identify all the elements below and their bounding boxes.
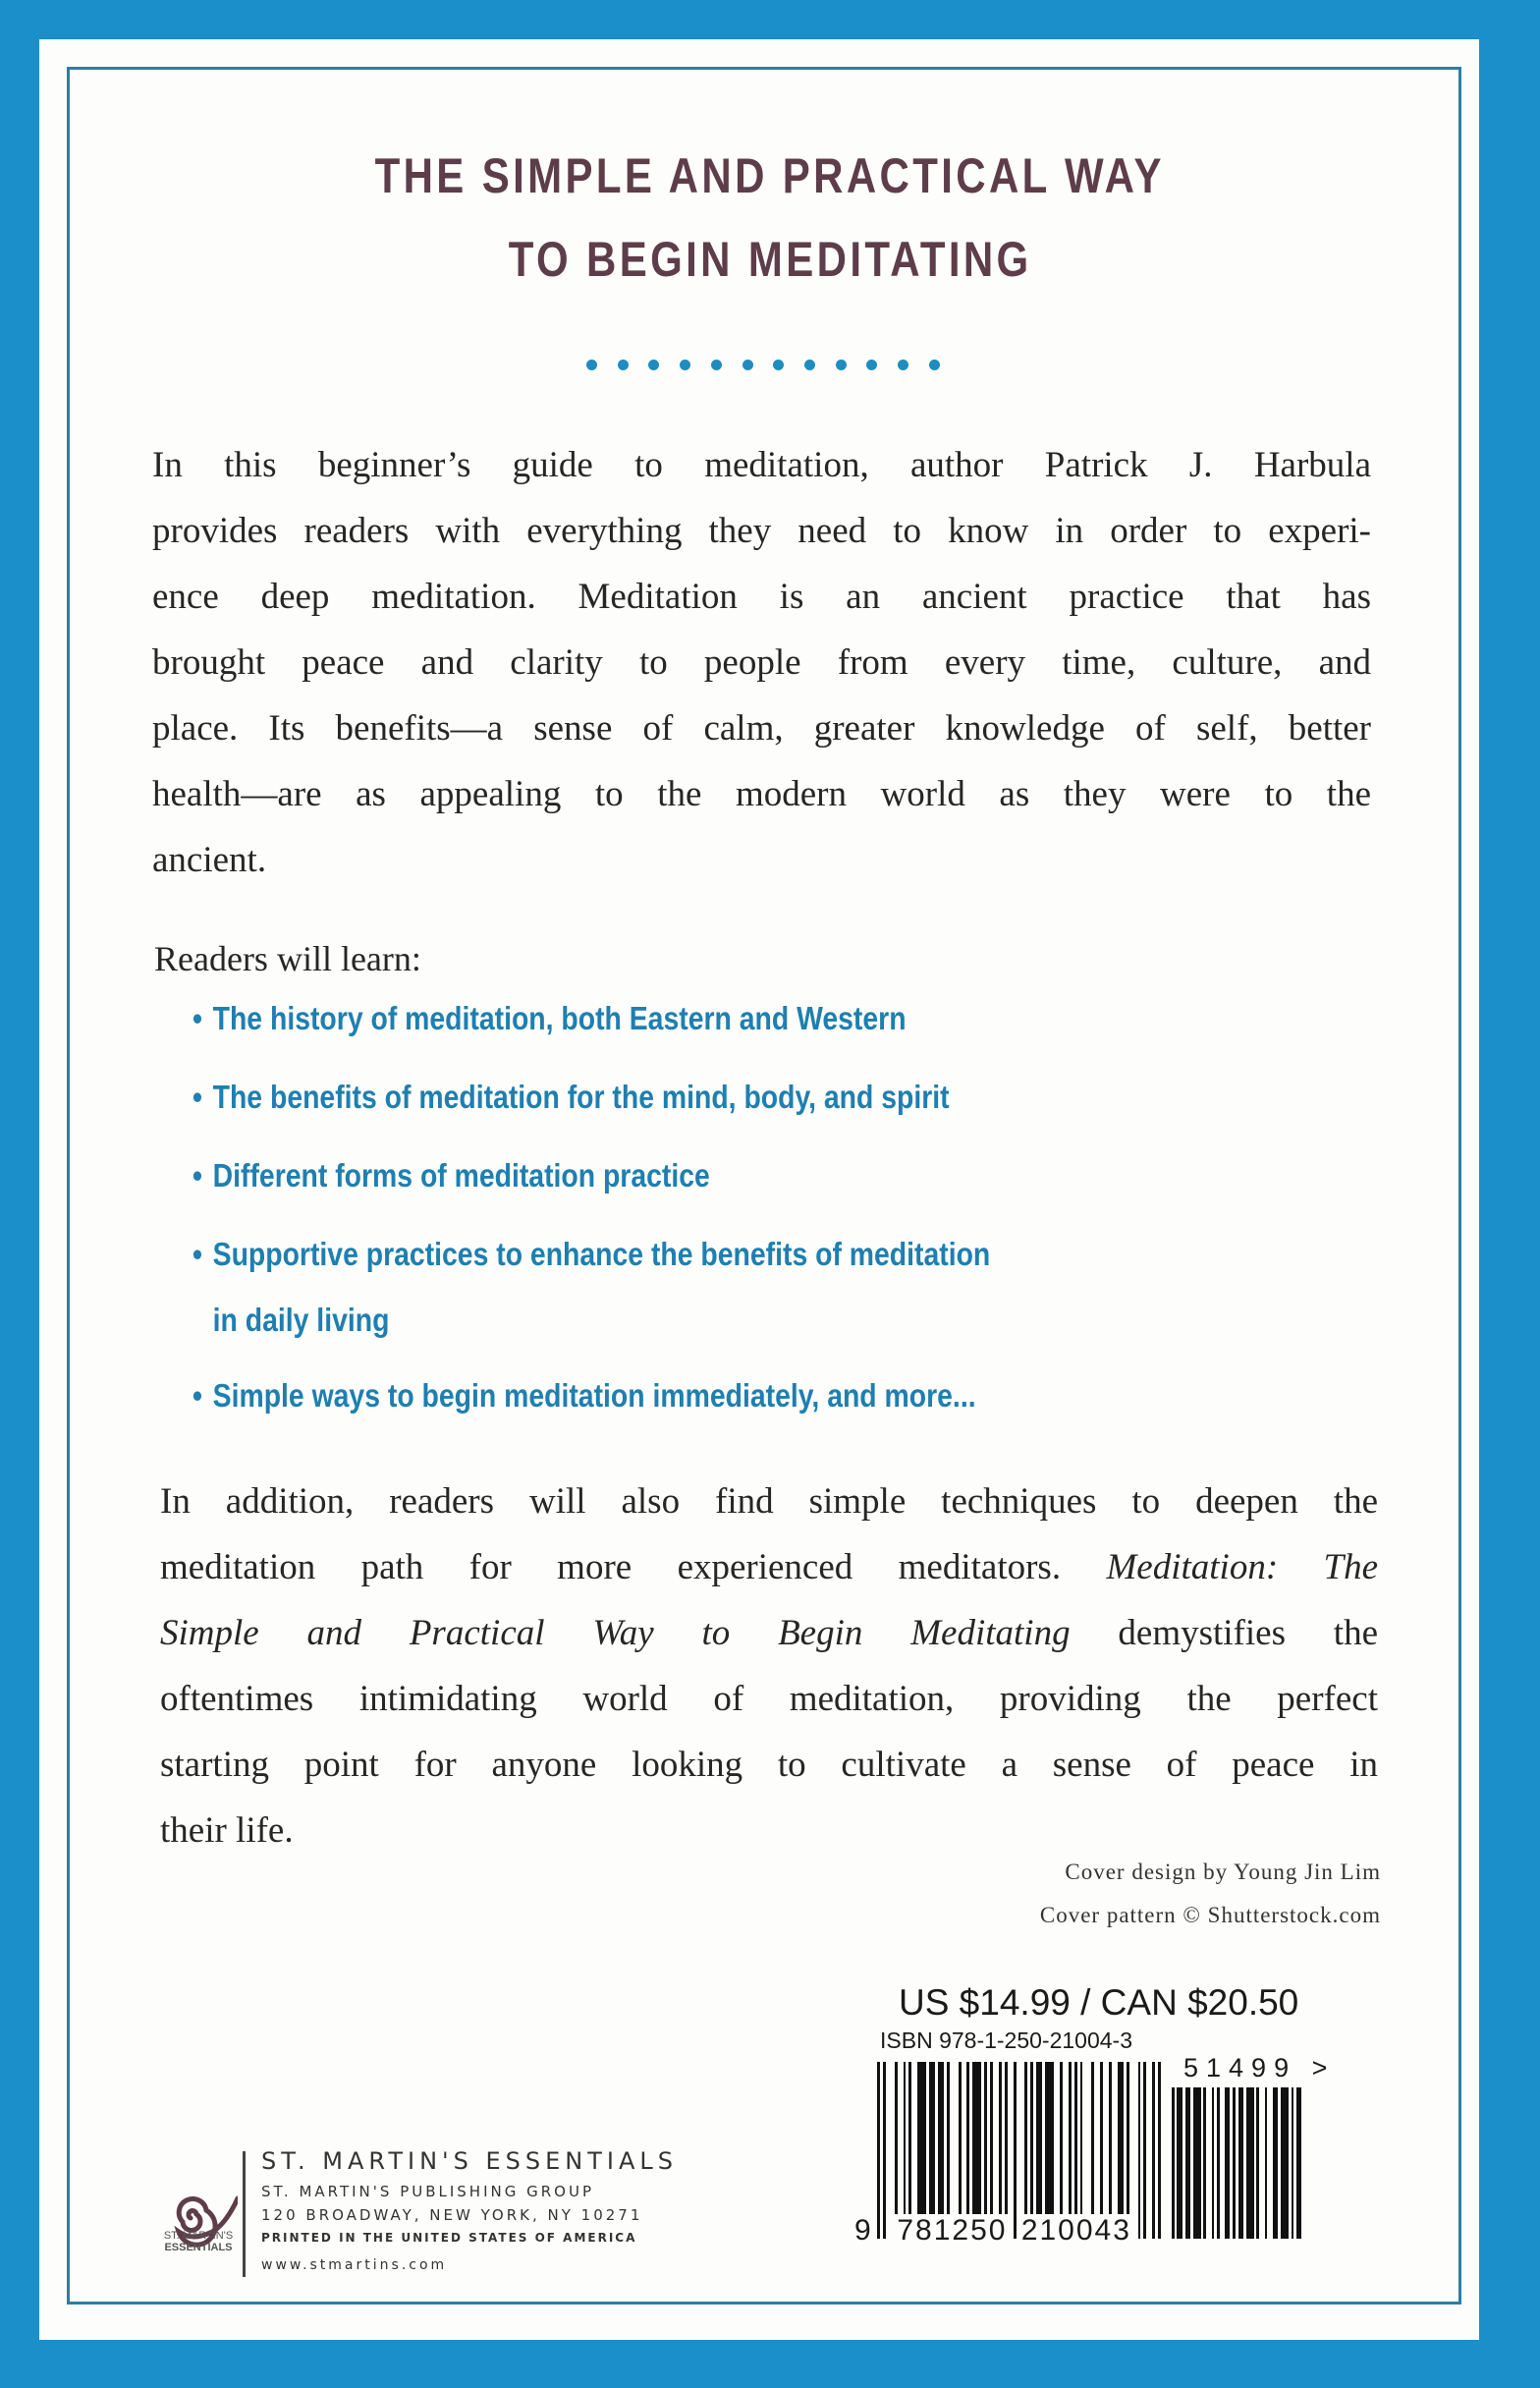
barcode-bar bbox=[1060, 2062, 1063, 2239]
text-line: starting point for anyone looking to cultivate a sense of peace in bbox=[160, 1745, 1378, 1785]
barcode-bar bbox=[1238, 2087, 1243, 2239]
barcode-bar bbox=[929, 2062, 935, 2239]
barcode-bar bbox=[1014, 2062, 1017, 2239]
divider-dot bbox=[898, 360, 908, 370]
cover-pattern-credit: Cover pattern © Shutterstock.com bbox=[1039, 1903, 1381, 1927]
barcode-bar bbox=[938, 2062, 944, 2239]
barcode-bar bbox=[1127, 2062, 1129, 2239]
publisher-address: 120 BROADWAY, NEW YORK, NY 10271 bbox=[261, 2206, 643, 2224]
divider-dot bbox=[836, 360, 847, 370]
barcode-bar bbox=[1024, 2062, 1027, 2239]
barcode-bar bbox=[1193, 2087, 1201, 2239]
barcode-bar bbox=[959, 2062, 962, 2239]
isbn: ISBN 978-1-250-21004-3 bbox=[880, 2027, 1132, 2053]
barcode-bar bbox=[1045, 2062, 1054, 2239]
headline-line-1 bbox=[0, 147, 1540, 204]
barcode-bar bbox=[1118, 2062, 1124, 2239]
barcode-bar bbox=[877, 2062, 880, 2239]
cover-design-credit: Cover design by Young Jin Lim bbox=[1065, 1860, 1381, 1884]
barcode-bar bbox=[990, 2062, 993, 2239]
divider-dot bbox=[648, 360, 659, 370]
text-span: meditation path for more experienced meditators. bbox=[160, 1547, 1107, 1587]
addon-digits bbox=[1183, 2053, 1335, 2083]
bullet-item: • Different forms of meditation practice bbox=[192, 1157, 710, 1194]
printed-in: PRINTED IN THE UNITED STATES OF AMERICA bbox=[261, 2231, 637, 2245]
intro-paragraph bbox=[152, 432, 1371, 893]
barcode-bar bbox=[1074, 2062, 1077, 2239]
barcode-bar bbox=[1030, 2062, 1033, 2239]
text-line: place. Its benefits—a sense of calm, greater knowledge of self, better bbox=[152, 708, 1371, 749]
logo-wordmark bbox=[151, 2230, 246, 2253]
headline-text: TO BEGIN MEDITATING bbox=[508, 232, 1032, 287]
text-line: brought peace and clarity to people from every time, culture, and bbox=[152, 642, 1371, 683]
book-title-italic: Meditation: The bbox=[1106, 1547, 1379, 1587]
barcode-bar bbox=[1172, 2087, 1175, 2239]
dot-divider bbox=[586, 360, 940, 373]
barcode-bar bbox=[1152, 2062, 1155, 2239]
bullet-text: The benefits of meditation for the mind, body, and spirit bbox=[212, 1079, 950, 1115]
barcode-bar bbox=[1256, 2087, 1259, 2239]
bullet-text: Supportive practices to enhance the benefits of meditation bbox=[212, 1236, 991, 1272]
barcode-bar bbox=[1217, 2087, 1220, 2239]
headline-line-2 bbox=[0, 231, 1540, 288]
barcode-bar bbox=[1292, 2087, 1294, 2239]
text-line: health—are as appealing to the modern world as they were to the bbox=[152, 774, 1371, 814]
bullet-text: Simple ways to begin meditation immediately, and more... bbox=[212, 1377, 976, 1414]
barcode-bar bbox=[947, 2062, 950, 2239]
logo-text-line: ESSENTIALS bbox=[164, 2242, 233, 2253]
imprint-name: ST. MARTIN'S ESSENTIALS bbox=[261, 2147, 679, 2175]
barcode-bar bbox=[1246, 2087, 1254, 2239]
text-line: provides readers with everything they need to know in order to experi- bbox=[152, 511, 1371, 551]
barcode-bar bbox=[1265, 2087, 1268, 2239]
book-title-italic: Simple and Practical Way to Begin Meditating bbox=[160, 1613, 1071, 1653]
bullet-text: in daily living bbox=[212, 1302, 390, 1338]
barcode-bar bbox=[1138, 2062, 1141, 2239]
barcode-bar bbox=[895, 2062, 898, 2239]
divider bbox=[243, 2151, 246, 2277]
barcode-bar bbox=[883, 2062, 886, 2239]
divider-dot bbox=[929, 360, 940, 370]
headline-text: THE SIMPLE AND PRACTICAL WAY bbox=[374, 148, 1166, 203]
logo-text-line: ST. MARTIN'S bbox=[163, 2230, 234, 2242]
barcode-bar bbox=[1225, 2087, 1230, 2239]
bullet-item-continuation bbox=[192, 1302, 389, 1339]
barcode-bar bbox=[972, 2062, 981, 2239]
price: US $14.99 / CAN $20.50 bbox=[899, 1982, 1299, 2023]
barcode-bar bbox=[1091, 2062, 1094, 2239]
barcode-bar bbox=[1281, 2087, 1289, 2239]
barcode-bar bbox=[1212, 2087, 1215, 2239]
barcode-bar bbox=[1203, 2087, 1206, 2239]
divider-dot bbox=[711, 360, 722, 370]
bullet-text: The history of meditation, both Eastern and Western bbox=[212, 1000, 907, 1036]
spiral-logo-icon bbox=[155, 2159, 238, 2277]
barcode-bar bbox=[999, 2062, 1002, 2239]
barcode-bar bbox=[1036, 2062, 1042, 2239]
barcode-bar bbox=[966, 2062, 969, 2239]
closing-paragraph bbox=[160, 1469, 1378, 1863]
text-span: demystifies the bbox=[1070, 1613, 1378, 1653]
barcode-bar bbox=[908, 2062, 911, 2239]
barcode-bar bbox=[984, 2062, 987, 2239]
text-line: their life. bbox=[160, 1810, 294, 1851]
bullet-item: • The history of meditation, both Eastern and Western bbox=[192, 1000, 907, 1036]
barcode-bar bbox=[1185, 2087, 1190, 2239]
barcode-bar bbox=[904, 2062, 907, 2239]
barcode-bar bbox=[1158, 2062, 1161, 2239]
barcode-bar bbox=[1177, 2087, 1182, 2239]
divider-dot bbox=[680, 360, 690, 370]
publisher-website[interactable]: www.stmartins.com bbox=[261, 2257, 448, 2273]
barcode-bar bbox=[1100, 2062, 1103, 2239]
bullet-item: • Supportive practices to enhance the benefits of meditation bbox=[192, 1236, 991, 1272]
divider-dot bbox=[586, 360, 597, 370]
barcode-bar bbox=[1080, 2062, 1083, 2239]
text-line: ence deep meditation. Meditation is an ancient practice that has bbox=[152, 577, 1371, 617]
barcode-bar bbox=[1109, 2062, 1112, 2239]
text-line: In addition, readers will also find simple techniques to deepen the bbox=[160, 1481, 1378, 1522]
text-line: In this beginner’s guide to meditation, author Patrick J. Harbula bbox=[152, 445, 1371, 485]
divider-dot bbox=[742, 360, 753, 370]
addon-number: 51499 bbox=[1183, 2053, 1297, 2083]
addon-arrow: > bbox=[1311, 2053, 1336, 2083]
divider-dot bbox=[618, 360, 629, 370]
divider-dot bbox=[866, 360, 877, 370]
bullet-item: • The benefits of meditation for the mind, body, and spirit bbox=[192, 1079, 950, 1115]
barcode bbox=[877, 2062, 1152, 2239]
barcode-bar bbox=[1005, 2062, 1008, 2239]
text-line bbox=[160, 1534, 1378, 1600]
text-line bbox=[160, 1600, 1378, 1666]
barcode-bar bbox=[1233, 2087, 1236, 2239]
barcode-bar bbox=[1296, 2087, 1301, 2239]
barcode-bar bbox=[1273, 2087, 1278, 2239]
divider-dot bbox=[804, 360, 815, 370]
barcode-digit: 781250 bbox=[897, 2214, 1008, 2247]
divider-dot bbox=[773, 360, 784, 370]
barcode-bar bbox=[1069, 2062, 1072, 2239]
barcode-digits bbox=[852, 2214, 1133, 2248]
barcode-addon bbox=[1172, 2087, 1307, 2239]
readers-heading: Readers will learn: bbox=[154, 939, 421, 978]
barcode-bar bbox=[1143, 2062, 1146, 2239]
bullet-item: • Simple ways to begin meditation immediately, and more... bbox=[192, 1377, 976, 1414]
text-line: ancient. bbox=[152, 840, 267, 880]
bullet-text: Different forms of meditation practice bbox=[212, 1157, 710, 1194]
barcode-bar bbox=[917, 2062, 926, 2239]
publisher-group: ST. MARTIN'S PUBLISHING GROUP bbox=[261, 2183, 595, 2200]
barcode-digit: 210043 bbox=[1020, 2214, 1131, 2247]
text-line: oftentimes intimidating world of meditation, providing the perfect bbox=[160, 1679, 1378, 1719]
barcode-digit: 9 bbox=[854, 2214, 873, 2247]
